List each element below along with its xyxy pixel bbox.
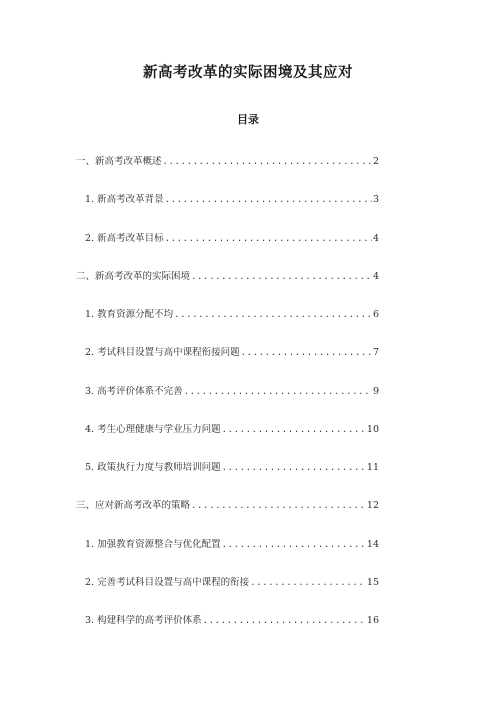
toc-leader-dots (250, 577, 366, 589)
toc-entry[interactable] (85, 194, 379, 206)
toc-entry-page: 2 (372, 156, 379, 167)
toc-heading: 目录 (237, 113, 259, 126)
toc-entry-page: 3 (372, 194, 379, 205)
toc-entry-page: 11 (366, 462, 379, 473)
toc-entry-page: 9 (372, 386, 379, 397)
toc-entry[interactable] (85, 233, 379, 245)
toc-entry-page: 15 (366, 577, 379, 588)
toc-entry-page: 4 (372, 233, 379, 244)
toc-entry-label: 3. 构建科学的高考评价体系 (85, 615, 202, 626)
toc-entry-label: 1. 新高考改革背景 (85, 194, 164, 205)
toc-entry-page: 4 (372, 271, 379, 282)
toc-entry-label: 二、新高考改革的实际困境 (76, 271, 191, 282)
toc-entry-label: 4. 考生心理健康与学业压力问题 (85, 424, 221, 435)
toc-entry[interactable] (85, 539, 379, 551)
toc-leader-dots (184, 386, 372, 398)
toc-leader-dots (191, 271, 372, 283)
toc-entry[interactable] (85, 386, 379, 398)
toc-entry-label: 3. 高考评价体系不完善 (85, 386, 183, 397)
toc-entry-label: 2. 考试科目设置与高中课程衔接问题 (85, 347, 240, 358)
toc-leader-dots (241, 347, 372, 359)
toc-leader-dots (165, 233, 372, 245)
toc-entry-label: 1. 教育资源分配不均 (85, 309, 174, 320)
toc-entry-label: 2. 完善考试科目设置与高中课程的衔接 (85, 577, 250, 588)
toc-entry[interactable] (85, 615, 379, 627)
document-title: 新高考改革的实际困境及其应对 (143, 65, 353, 81)
toc-entry[interactable] (85, 424, 379, 436)
toc-entry-label: 2. 新高考改革目标 (85, 233, 164, 244)
toc-entry-page: 10 (366, 424, 379, 435)
toc-entry-page: 14 (366, 539, 379, 550)
toc-leader-dots (222, 424, 366, 436)
toc-entry-label: 5. 政策执行力度与教师培训问题 (85, 462, 221, 473)
toc-entry[interactable] (76, 500, 379, 512)
toc-entry-label: 1. 加强教育资源整合与优化配置 (85, 539, 221, 550)
toc-leader-dots (203, 615, 366, 627)
toc-entry-page: 6 (372, 309, 379, 320)
toc-entry[interactable] (85, 309, 379, 321)
toc-entry[interactable] (85, 577, 379, 589)
toc-entry[interactable] (85, 347, 379, 359)
toc-entry-label: 三、应对新高考改革的策略 (76, 500, 191, 511)
toc-leader-dots (222, 462, 366, 474)
toc-leader-dots (174, 309, 372, 321)
toc-entry-page: 7 (372, 347, 379, 358)
toc-leader-dots (222, 539, 366, 551)
toc-entry[interactable] (76, 156, 379, 168)
toc-leader-dots (165, 194, 372, 206)
toc-entry-label: 一、新高考改革概述 (76, 156, 162, 167)
toc-entry[interactable] (76, 271, 379, 283)
toc-leader-dots (163, 156, 372, 168)
toc-leader-dots (191, 500, 366, 512)
toc-entry-page: 12 (366, 500, 379, 511)
toc-entry-page: 16 (366, 615, 379, 626)
toc-entry[interactable] (85, 462, 379, 474)
